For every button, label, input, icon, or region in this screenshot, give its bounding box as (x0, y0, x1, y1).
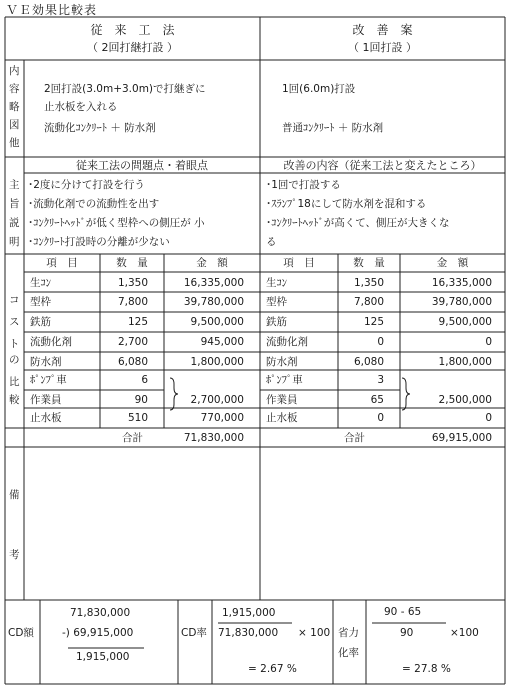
cost-item-improved: ﾎﾟﾝﾌﾟ車 (266, 374, 303, 386)
cost-amount-conventional: 9,500,000 (190, 316, 244, 328)
cost-amount-improved: 39,780,000 (431, 296, 492, 308)
cost-col-qty-2: 数 量 (353, 257, 385, 269)
cost-qty-conventional: 7,800 (117, 296, 148, 308)
cost-item: ﾎﾟﾝﾌﾟ車 (30, 374, 67, 386)
conventional-subtitle: （ 2回打継打設 ） (87, 41, 178, 54)
remarks-label-1: 備 (9, 489, 20, 501)
improved-points-header: 改善の内容（従来工法と変えたところ） (283, 159, 482, 172)
points-label-4: 明 (9, 236, 20, 248)
cost-label-1: コ (9, 294, 20, 306)
rate-result: = 2.67 % (248, 663, 297, 675)
content-label-5: 他 (9, 137, 20, 149)
cost-amount-conventional: 16,335,000 (183, 277, 244, 289)
cost-col-amount-2: 金 額 (436, 257, 469, 269)
improved-title: 改 善 案 (352, 23, 413, 37)
improved-point-4: る (266, 236, 277, 248)
content-label-2: 容 (9, 83, 20, 95)
cost-item: 作業員 (30, 394, 62, 406)
cost-col-qty: 数 量 (116, 257, 148, 269)
cost-amount-conventional: 39,780,000 (183, 296, 244, 308)
labor-label-1: 省力 (338, 627, 359, 639)
conventional-point-1: ･2度に分けて打設を行う (28, 179, 145, 191)
content-label-4: 図 (9, 119, 20, 131)
labor-numerator: 90 - 65 (384, 606, 422, 618)
improved-content-line-2: 普通ｺﾝｸﾘｰﾄ ＋ 防水剤 (282, 122, 384, 134)
cost-item: 止水板 (30, 412, 62, 424)
cost-qty-conventional: 510 (127, 412, 148, 424)
cost-amount-improved: 16,335,000 (431, 277, 492, 289)
cost-qty-improved: 125 (363, 316, 384, 328)
points-label-3: 説 (9, 217, 20, 229)
cost-label-5: 比 (9, 376, 20, 388)
cost-col-item-2: 項 目 (283, 257, 315, 269)
cd-line-2: -) 69,915,000 (62, 627, 134, 639)
page-title: ＶＥ効果比較表 (6, 3, 98, 17)
cost-amount-conventional: 945,000 (200, 336, 244, 348)
conventional-point-3: ･ｺﾝｸﾘｰﾄﾍｯﾄﾞが低く型枠への側圧が 小 (28, 217, 205, 229)
conventional-point-2: ･流動化剤での流動性を出す (28, 198, 160, 210)
cost-label-3: ト (9, 338, 20, 350)
labor-multiplier: ×100 (450, 627, 479, 639)
improved-point-2: ･ｽﾗﾝﾌﾟ18にして防水剤を混和する (266, 198, 427, 210)
cost-qty-improved: 0 (377, 336, 384, 348)
cost-qty-conventional: 90 (134, 394, 148, 406)
cost-qty-improved: 7,800 (353, 296, 384, 308)
labor-result: = 27.8 % (402, 663, 451, 675)
cd-line-1: 71,830,000 (70, 607, 131, 619)
cost-qty-conventional: 6,080 (117, 356, 148, 368)
cost-label-6: 較 (9, 394, 20, 406)
cost-item: 鉄筋 (30, 316, 51, 328)
conventional-content-line-3: 流動化ｺﾝｸﾘｰﾄ ＋ 防水剤 (44, 122, 156, 134)
cost-qty-improved: 6,080 (353, 356, 384, 368)
cost-amount-conventional: 2,700,000 (190, 394, 244, 406)
cost-qty-conventional: 125 (127, 316, 148, 328)
cost-amount-improved: 2,500,000 (438, 394, 492, 406)
cost-col-amount: 金 額 (196, 257, 228, 269)
cost-item-improved: 型枠 (266, 296, 287, 308)
cost-item-improved: 生ｺﾝ (266, 277, 287, 289)
rate-multiplier: × 100 (298, 627, 331, 639)
cost-item-improved: 作業員 (266, 394, 298, 406)
cost-qty-conventional: 1,350 (117, 277, 148, 289)
content-label-3: 略 (9, 101, 20, 113)
cost-qty-conventional: 6 (141, 374, 148, 386)
content-label-1: 内 (9, 65, 20, 77)
rate-label: CD率 (181, 627, 207, 639)
improved-point-1: ･1回で打設する (266, 179, 341, 191)
cost-amount-improved: 9,500,000 (438, 316, 492, 328)
cost-amount-conventional: 1,800,000 (190, 356, 244, 368)
total-conventional: 71,830,000 (183, 432, 244, 444)
cost-qty-conventional: 2,700 (117, 336, 148, 348)
labor-label-2: 化率 (338, 647, 359, 659)
conventional-title: 従 来 工 法 (90, 23, 175, 37)
cost-label-2: ス (9, 316, 20, 328)
cost-amount-improved: 0 (485, 336, 492, 348)
cost-item-improved: 鉄筋 (266, 316, 287, 328)
improved-subtitle: （ 1回打設 ） (348, 41, 417, 54)
cost-item: 型枠 (30, 296, 51, 308)
cost-item-improved: 流動化剤 (266, 336, 308, 348)
cost-amount-conventional: 770,000 (200, 412, 244, 424)
cost-qty-improved: 3 (377, 374, 384, 386)
improved-content-line-1: 1回(6.0m)打設 (282, 83, 356, 95)
labor-denominator: 90 (400, 627, 414, 639)
cost-qty-improved: 65 (370, 394, 384, 406)
conventional-points-header: 従来工法の問題点・着眼点 (76, 159, 208, 172)
total-improved: 69,915,000 (431, 432, 492, 444)
cost-qty-improved: 0 (377, 412, 384, 424)
cost-qty-improved: 1,350 (353, 277, 384, 289)
rate-denominator: 71,830,000 (218, 627, 279, 639)
rate-numerator: 1,915,000 (222, 607, 276, 619)
improved-point-3: ･ｺﾝｸﾘｰﾄﾍｯﾄﾞが高くて、側圧が大きくな (266, 217, 450, 229)
total-label: 合計 (122, 432, 143, 444)
cd-result: 1,915,000 (76, 651, 130, 663)
cost-item: 流動化剤 (30, 336, 72, 348)
cost-amount-improved: 0 (485, 412, 492, 424)
cost-item: 生ｺﾝ (30, 277, 51, 289)
conventional-point-4: ･ｺﾝｸﾘｰﾄ打設時の分離が少ない (28, 236, 170, 248)
total-label-2: 合計 (344, 432, 365, 444)
points-label-2: 旨 (9, 198, 20, 210)
cost-item-improved: 防水剤 (266, 356, 298, 368)
cost-col-item: 項 目 (46, 257, 78, 269)
cost-item-improved: 止水板 (266, 412, 298, 424)
remarks-label-2: 考 (9, 549, 20, 561)
cost-item: 防水剤 (30, 356, 62, 368)
points-label-1: 主 (9, 179, 20, 191)
cost-label-4: の (9, 354, 20, 366)
cost-amount-improved: 1,800,000 (438, 356, 492, 368)
conventional-content-line-2: 止水板を入れる (44, 101, 118, 113)
cd-label: CD額 (8, 627, 34, 639)
conventional-content-line-1: 2回打設(3.0m+3.0m)で打継ぎに (44, 83, 206, 95)
